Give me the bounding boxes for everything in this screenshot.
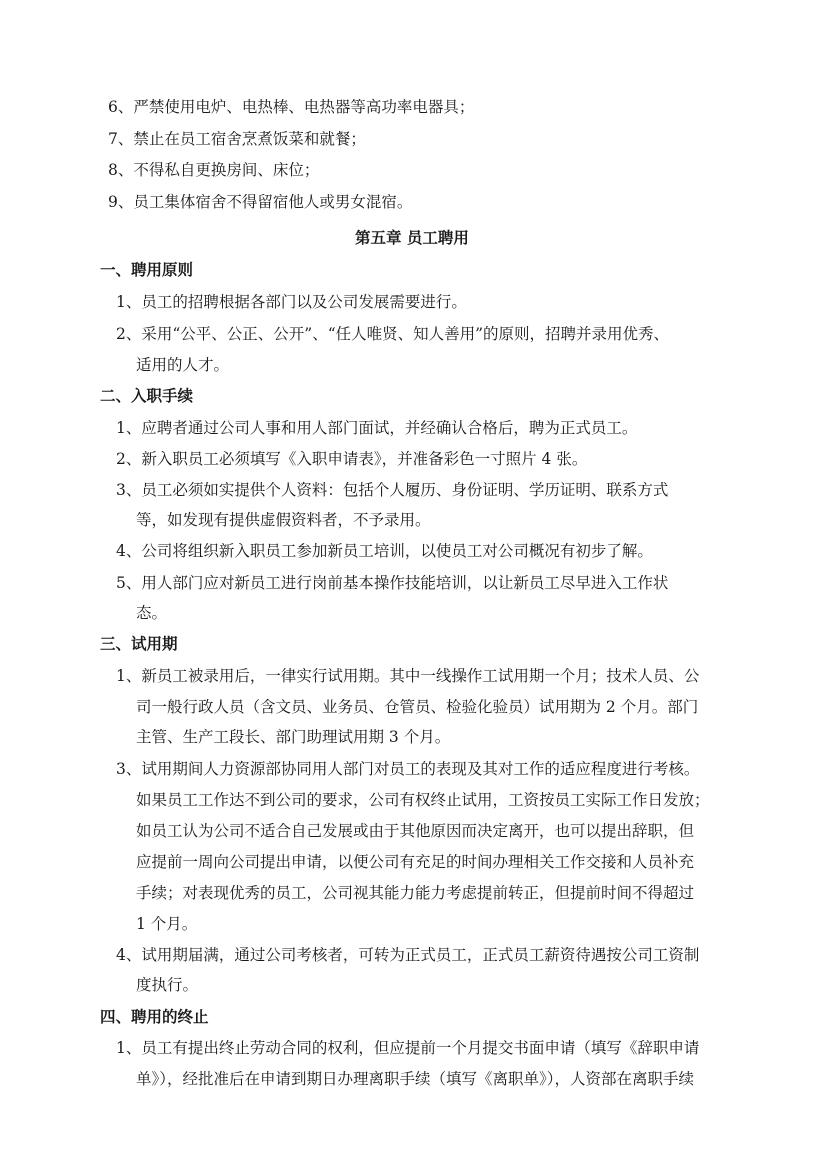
s2-item-3-cont: 等，如发现有提供虚假资料者，不予录用。 [136,511,431,529]
section-heading-3: 三、试用期 [100,634,178,653]
s1-item-2: 2、采用“公平、公正、公开”、“任人唯贤、知人善用”的原则，招聘并录用优秀、 [116,325,670,343]
s3-item-4-cont: 度执行。 [136,976,199,994]
rule-item-9: 9、员工集体宿舍不得留宿他人或男女混宿。 [108,193,413,211]
s3-item-3-cont-1: 如果员工工作达不到公司的要求，公司有权终止试用，工资按员工实际工作日发放； [136,791,710,809]
rule-item-6: 6、严禁使用电炉、电热棒、电热器等高功率电器具； [108,98,475,116]
s3-item-3: 3、试用期间人力资源部协同用人部门对员工的表现及其对工作的适应程度进行考核。 [116,760,700,778]
s3-item-1-cont-2: 主管、生产工段长、部门助理试用期 3 个月。 [136,728,451,746]
s3-item-1: 1、新员工被录用后，一律实行试用期。其中一线操作工试用期一个月；技术人员、公 [116,667,700,685]
s1-item-1: 1、员工的招聘根据各部门以及公司发展需要进行。 [116,293,467,311]
rule-item-8: 8、不得私自更换房间、床位； [108,161,320,179]
s3-item-3-cont-3: 应提前一周向公司提出申请，以便公司有充足的时间办理相关工作交接和人员补充 [136,853,695,871]
section-heading-2: 二、入职手续 [100,386,194,405]
s2-item-5: 5、用人部门应对新员工进行岗前基本操作技能培训，以让新员工尽早进入工作状 [116,574,669,592]
s1-item-2-cont: 适用的人才。 [136,356,230,374]
s2-item-3: 3、员工必须如实提供个人资料：包括个人履历、身份证明、学历证明、联系方式 [116,481,669,499]
section-heading-4: 四、聘用的终止 [100,1007,209,1026]
chapter-title: 第五章 员工聘用 [355,228,469,247]
s3-item-3-cont-2: 如员工认为公司不适合自己发展或由于其他原因而决定离开，也可以提出辞职，但 [136,822,695,840]
s2-item-4: 4、公司将组织新入职员工参加新员工培训，以使员工对公司概况有初步了解。 [116,542,653,560]
s4-item-1-cont: 单》），经批准后在申请到期日办理离职手续（填写《离职单》），人资部在离职手续 [136,1070,695,1088]
s3-item-4: 4、试用期届满，通过公司考核者，可转为正式员工，正式员工薪资待遇按公司工资制 [116,946,700,964]
s3-item-3-cont-4: 手续；对表现优秀的员工，公司视其能力能力考虑提前转正，但提前时间不得超过 [136,884,695,902]
s3-item-1-cont-1: 司一般行政人员（含文员、业务员、仓管员、检验化验员）试用期为 2 个月。部门 [136,698,699,716]
rule-item-7: 7、禁止在员工宿舍烹煮饭菜和就餐； [108,130,366,148]
s2-item-2: 2、新入职员工必须填写《入职申请表》，并准备彩色一寸照片 4 张。 [116,450,588,468]
s2-item-1: 1、应聘者通过公司人事和用人部门面试，并经确认合格后，聘为正式员工。 [116,419,638,437]
s4-item-1: 1、员工有提出终止劳动合同的权利，但应提前一个月提交书面申请（填写《辞职申请 [116,1039,700,1057]
s2-item-5-cont: 态。 [136,604,168,622]
s3-item-3-cont-5: 1 个月。 [136,915,198,933]
section-heading-1: 一、聘用原则 [100,260,194,279]
